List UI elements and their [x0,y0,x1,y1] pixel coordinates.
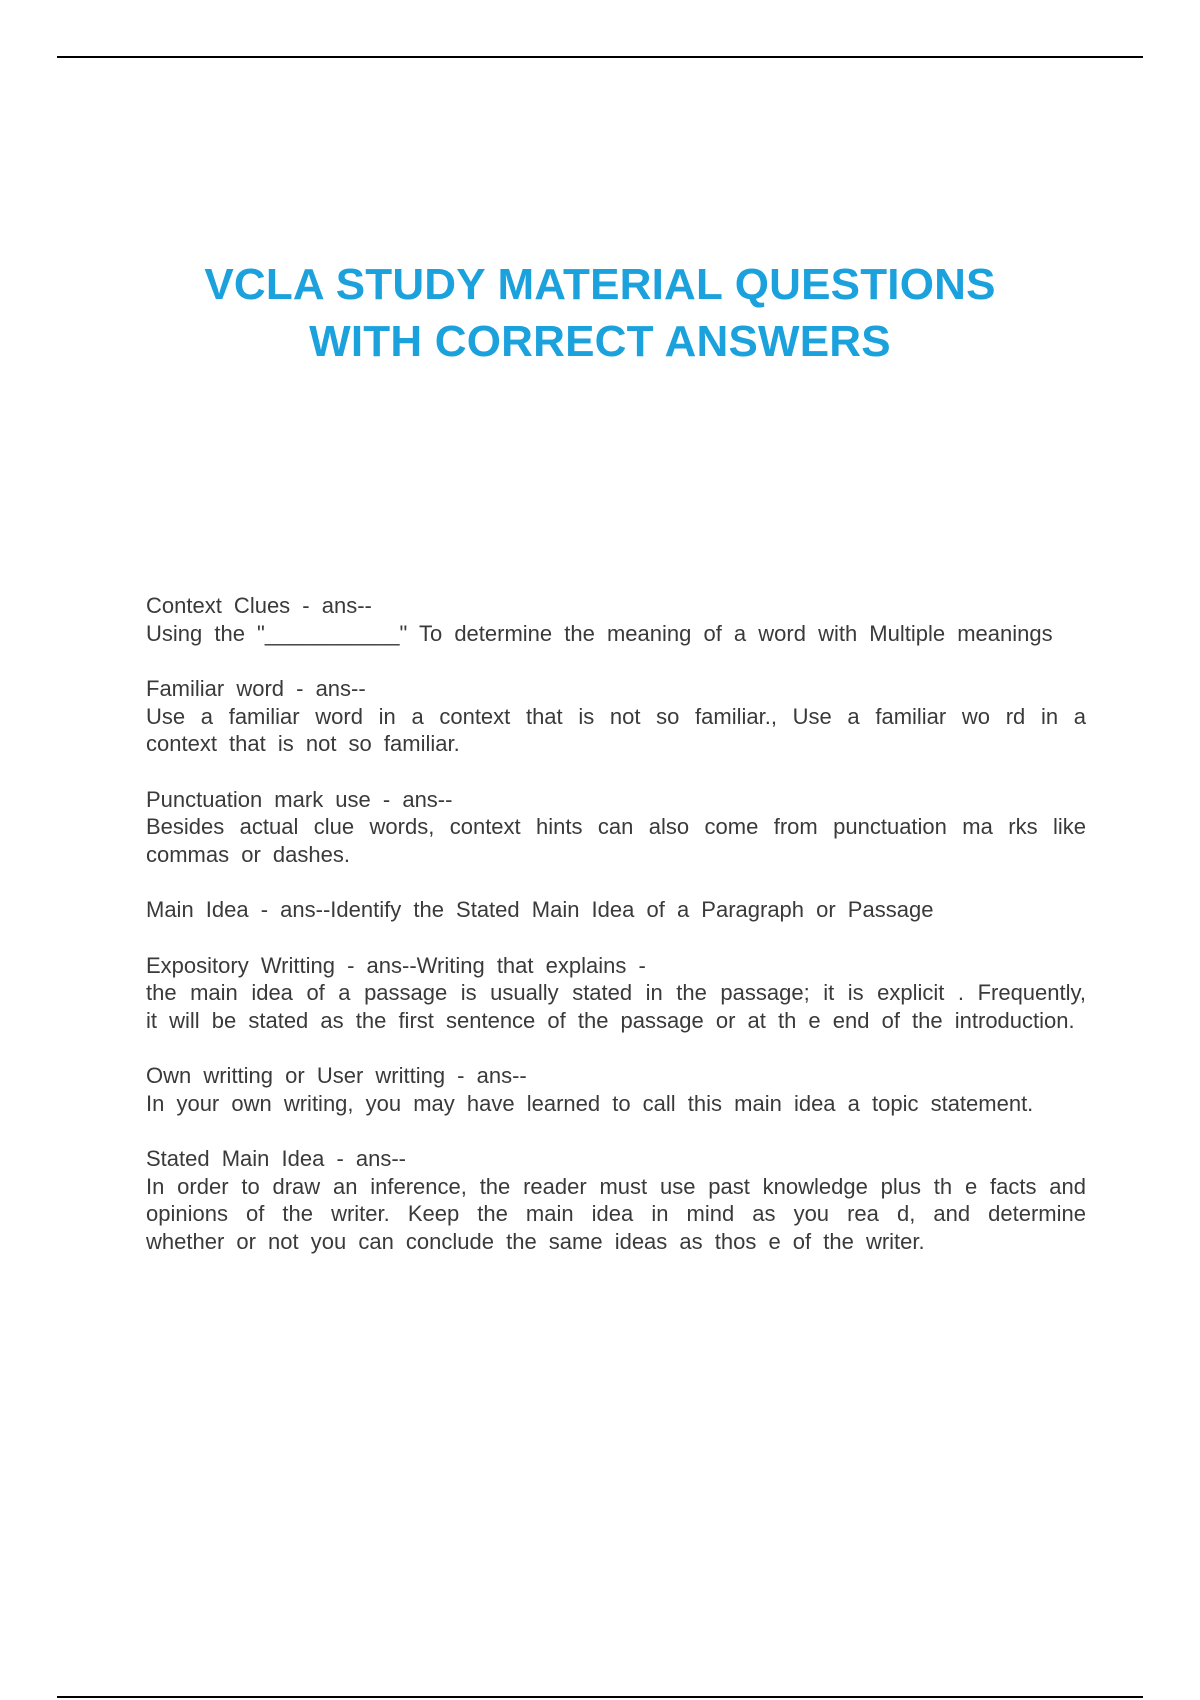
qa-entry [146,786,1086,869]
qa-term: Own writting or User writting - ans-- [146,1063,527,1088]
bottom-rule [57,1696,1143,1698]
title-line-2: WITH CORRECT ANSWERS [309,317,891,366]
qa-term: Familiar word - ans-- [146,676,366,701]
qa-answer: the main idea of a passage is usually stated in the passage; it is explicit . Frequently, it will be stated as the first sentence of the passage or at th e end of the introduction. [146,980,1086,1033]
qa-term: Stated Main Idea - ans-- [146,1146,407,1171]
qa-entry [146,1145,1086,1255]
qa-answer: In order to draw an inference, the reader must use past knowledge plus th e facts and opinions of the writer. Keep the main idea in mind as you rea d, and determine whether or not you can conclude the same ideas as thos e of the writer. [146,1173,1086,1254]
qa-answer: Using the "___________" To determine the meaning of a word with Multiple meanings [146,620,1053,646]
qa-term: Main Idea - ans-- [146,897,331,922]
qa-list [146,592,1086,1283]
qa-answer: Use a familiar word in a context that is not so familiar., Use a familiar wo rd in a context that is not so familiar. [146,703,1086,756]
qa-term: Punctuation mark use - ans-- [146,786,453,812]
top-rule [57,56,1143,58]
qa-answer: In your own writing, you may have learned to call this main idea a topic statement. [146,1090,1034,1116]
qa-answer: Besides actual clue words, context hints can also come from punctuation ma rks like commas or dashes. [146,814,1086,867]
document-title [100,256,1100,370]
title-line-1: VCLA STUDY MATERIAL QUESTIONS [204,260,996,309]
qa-term: Context Clues - ans-- [146,593,372,618]
qa-answer: Identify the Stated Main Idea of a Paragraph or Passage [330,897,934,922]
qa-entry [146,675,1086,758]
qa-entry [146,592,1086,647]
qa-term: Expository Writting - ans--Writing that explains - [146,952,646,978]
qa-entry [146,1062,1086,1117]
qa-entry [146,952,1086,1035]
qa-entry [146,896,1086,924]
